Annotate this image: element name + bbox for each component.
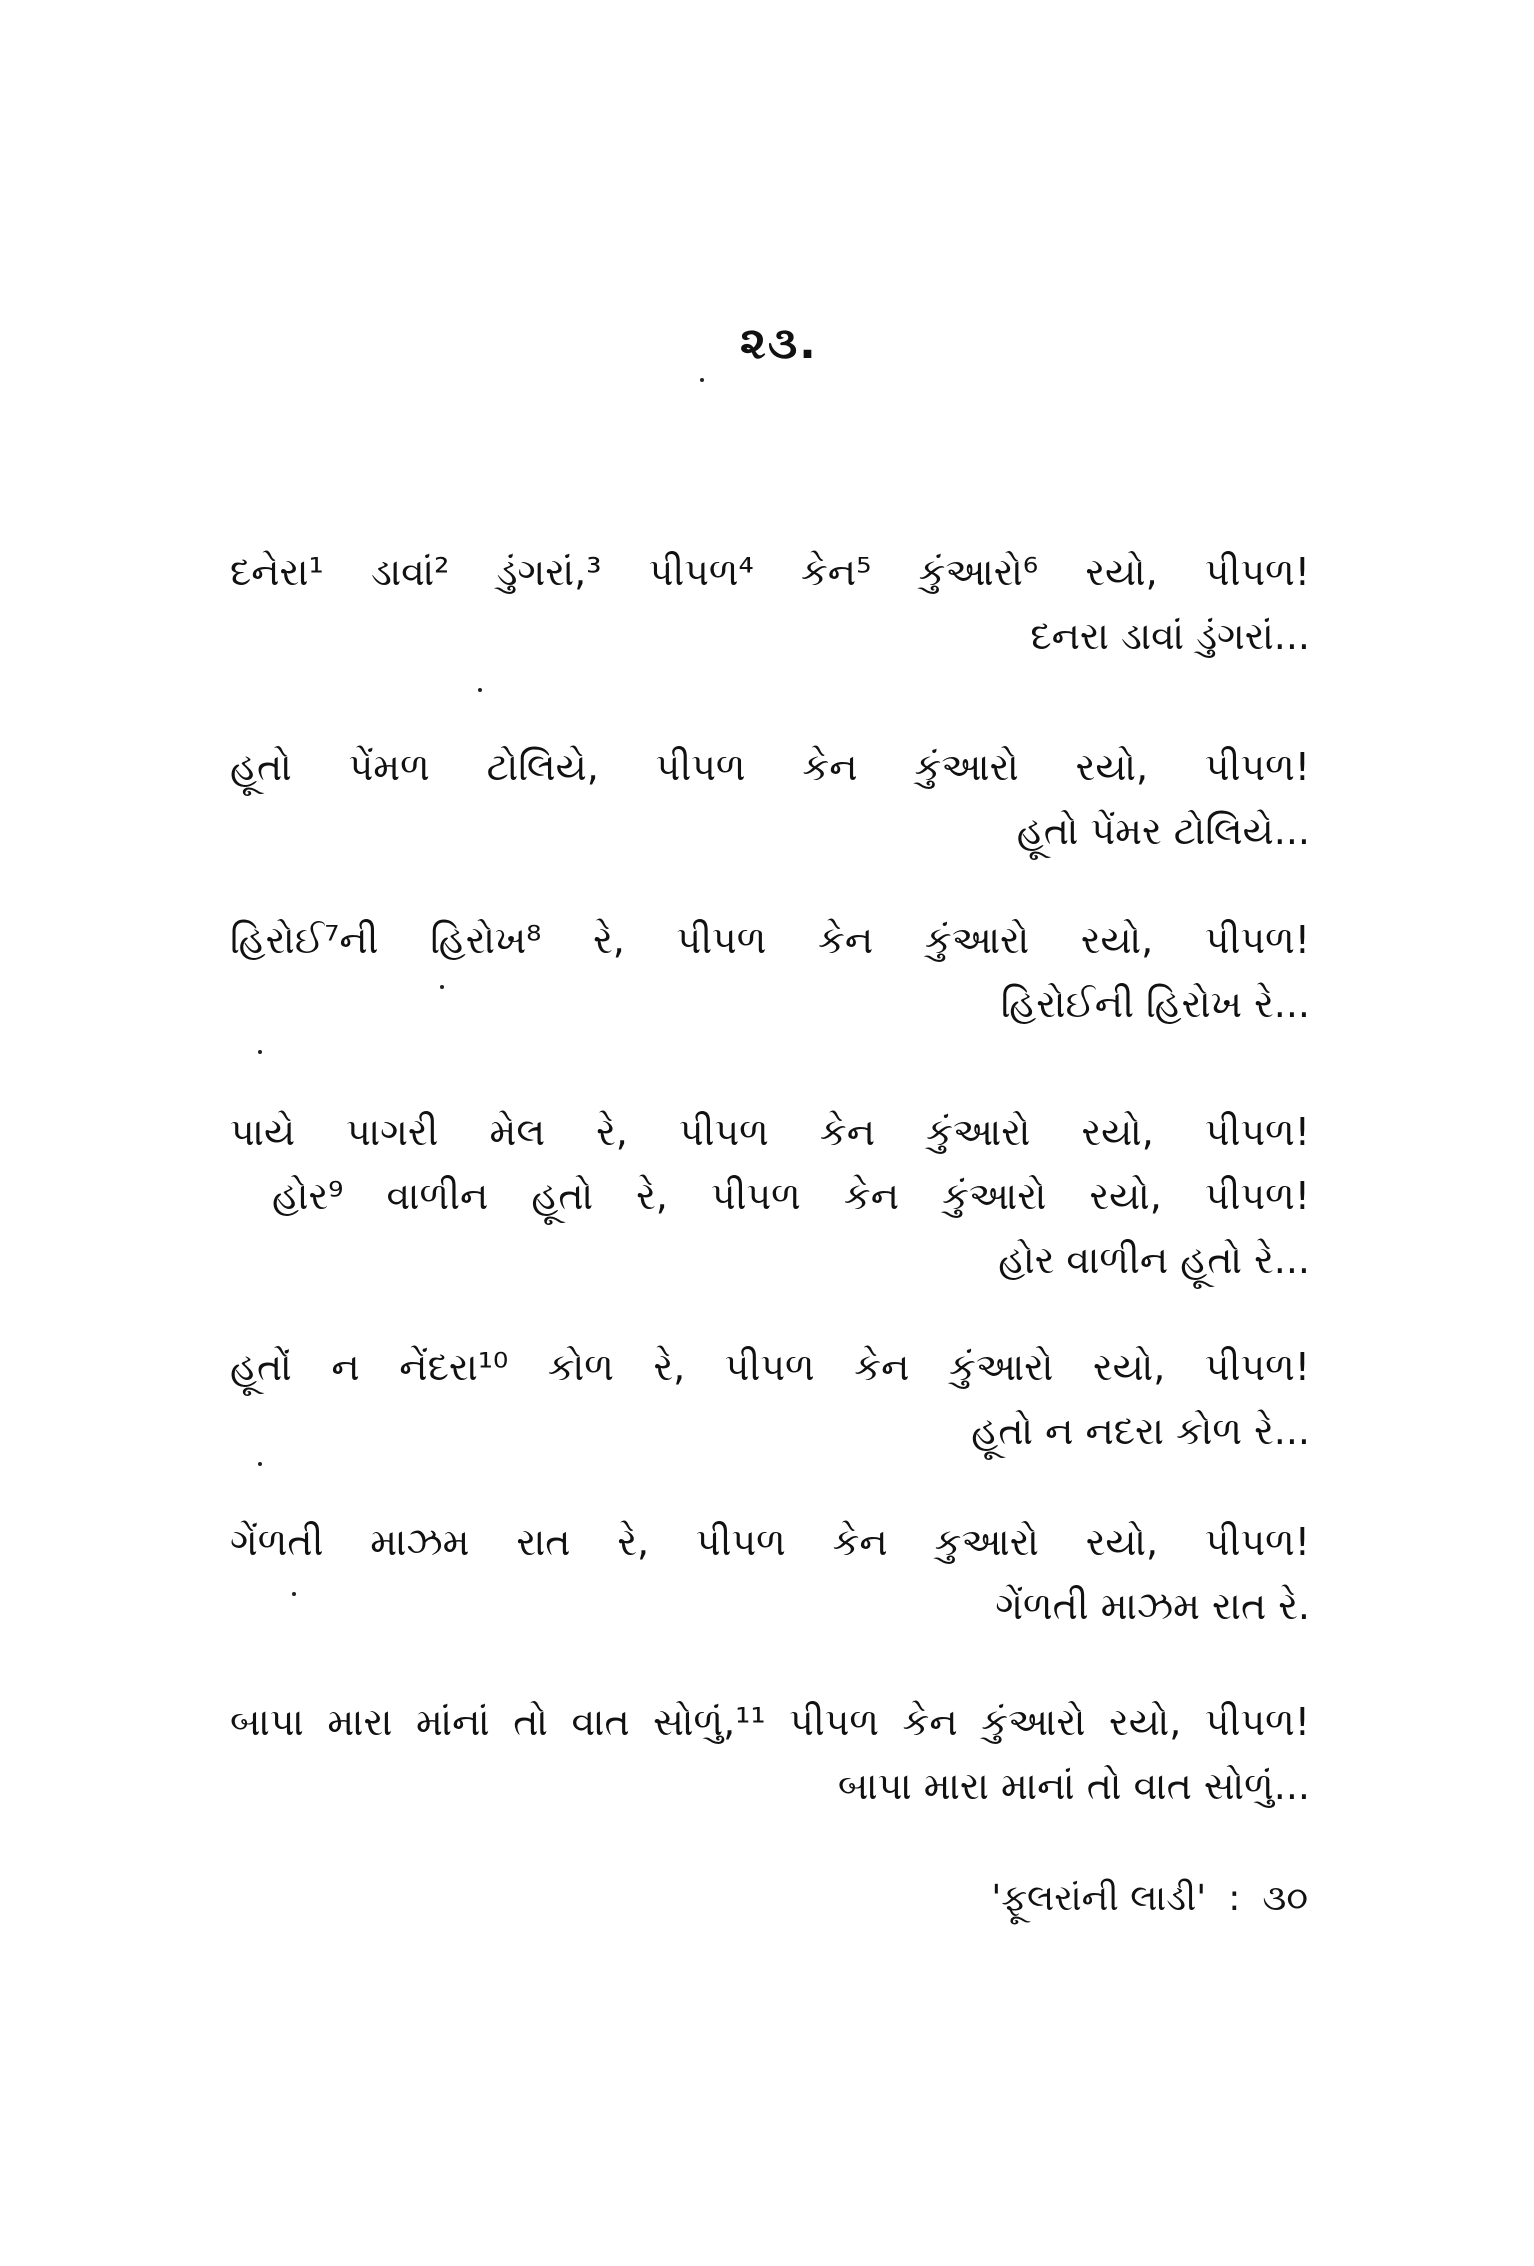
stanza-6 <box>230 1510 1310 1638</box>
scan-speck <box>440 985 444 989</box>
stanza-line: બાપા મારા માંનાં તો વાત સોળું,¹¹ પીપળ કેન કુંઆરો રયો, પીપળ! <box>230 1700 1310 1744</box>
source-title: 'ફૂલરાંની લાડી' <box>991 1878 1207 1919</box>
refrain-line: હિરોઈની હિરોખ રે... <box>1000 982 1310 1026</box>
stanza-5 <box>230 1335 1310 1463</box>
stanza-2 <box>230 735 1310 863</box>
scan-speck <box>478 688 482 692</box>
refrain-line: હોર વાળીન હૂતો રે... <box>998 1238 1310 1282</box>
stanza-line: દનેરા¹ ડાવાં² ડુંગરાં,³ પીપળ⁴ કેન⁵ કુંઆરો⁶ રયો, પીપળ! <box>230 550 1310 594</box>
stanza-line: પાયે પાગરી મેલ રે, પીપળ કેન કુંઆરો રયો, પીપળ! <box>230 1110 1310 1154</box>
source-page-number: ૩૦ <box>1262 1878 1308 1919</box>
stanza-line: હિરોઈ⁷ની હિરોખ⁸ રે, પીપળ કેન કુંઆરો રયો, પીપળ! <box>230 918 1310 962</box>
song-number: ૨૩. <box>740 318 818 369</box>
scan-speck <box>258 1462 262 1466</box>
scan-speck <box>700 378 704 382</box>
stanza-line: ગેંળતી માઝમ રાત રે, પીપળ કેન કુઆરો રયો, પીપળ! <box>230 1520 1310 1564</box>
stanza-line: હૂતો પેંમળ ટોલિયે, પીપળ કેન કુંઆરો રયો, પીપળ! <box>230 745 1310 789</box>
refrain-line: ગેંળતી માઝમ રાત રે. <box>995 1584 1310 1628</box>
refrain-line: દનરા ડાવાં ડુંગરાં... <box>1030 614 1310 658</box>
stanza-1 <box>230 540 1310 668</box>
source-citation <box>991 1878 1308 1920</box>
refrain-line: હૂતો ન નદરા કોળ રે... <box>971 1409 1310 1453</box>
refrain-line: હૂતો પેંમર ટોલિયે... <box>1016 809 1310 853</box>
stanza-line: હૂતોં ન નેંદરા¹⁰ કોળ રે, પીપળ કેન કુંઆરો રયો, પીપળ! <box>230 1345 1310 1389</box>
stanza-4 <box>230 1100 1310 1292</box>
scan-speck <box>292 1592 296 1596</box>
refrain-line: બાપા મારા માનાં તો વાત સોળું... <box>837 1764 1310 1808</box>
stanza-3 <box>230 908 1310 1036</box>
stanza-line: હોર⁹ વાળીન હૂતો રે, પીપળ કેન કુંઆરો રયો, પીપળ! <box>272 1174 1310 1218</box>
stanza-7 <box>230 1690 1310 1818</box>
source-separator: : <box>1228 1878 1241 1919</box>
scan-speck <box>258 1050 262 1054</box>
